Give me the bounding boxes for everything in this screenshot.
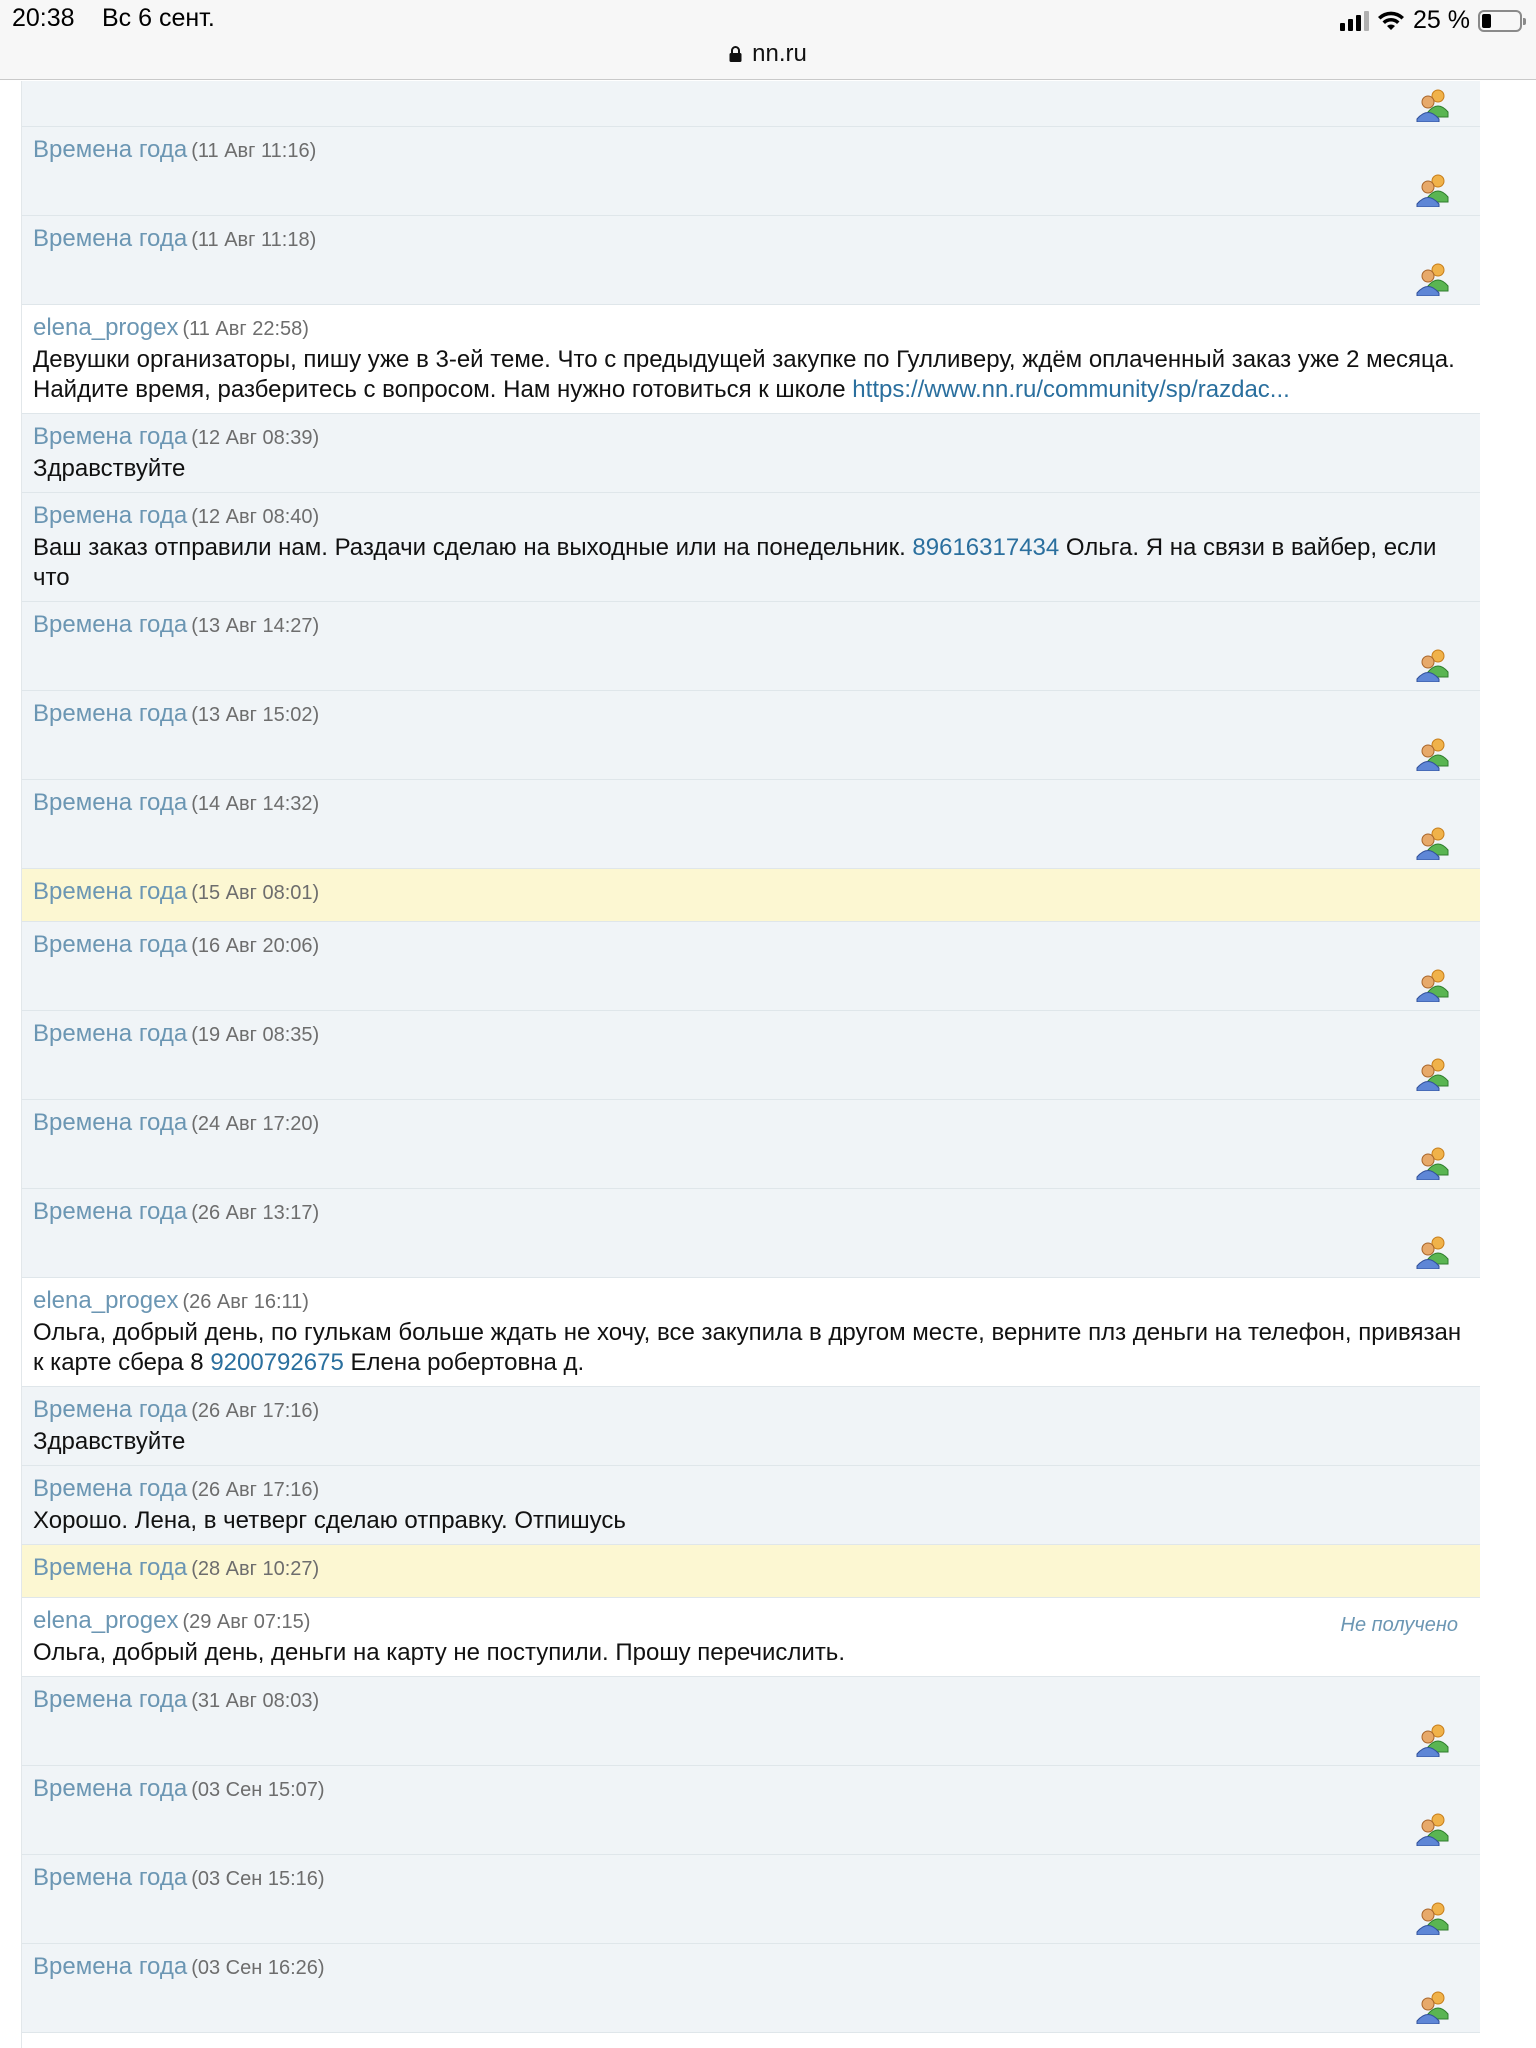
status-bar xyxy=(0,0,1536,80)
users-group-icon[interactable] xyxy=(1416,1235,1450,1269)
users-group-icon[interactable] xyxy=(1416,737,1450,771)
message-time: (13 Авг 15:02) xyxy=(191,704,320,726)
message-row xyxy=(22,1944,1480,2033)
message-text: Ольга, добрый день, деньги на карту не поступили. Прошу перечислить. xyxy=(33,1639,845,1666)
url-text: nn.ru xyxy=(752,40,807,67)
message-author[interactable]: Времена года xyxy=(33,611,188,638)
message-author[interactable]: Времена года xyxy=(33,1020,188,1047)
message-author[interactable]: Времена года xyxy=(33,1775,188,1802)
message-time: (26 Авг 17:16) xyxy=(191,1400,320,1422)
message-time: (03 Сен 15:07) xyxy=(191,1779,325,1801)
message-row xyxy=(22,216,1480,305)
message-time: (03 Сен 16:26) xyxy=(191,1957,325,1979)
message-row xyxy=(22,602,1480,691)
phone-link[interactable]: 89616317434 xyxy=(912,534,1060,561)
message-time: (12 Авг 08:39) xyxy=(191,427,320,449)
message-time: (31 Авг 08:03) xyxy=(191,1690,320,1712)
message-row xyxy=(22,1387,1480,1466)
users-group-icon[interactable] xyxy=(1416,1990,1450,2024)
message-row xyxy=(22,1677,1480,1766)
signal-icon xyxy=(1340,11,1369,31)
message-author[interactable]: Времена года xyxy=(33,1198,188,1225)
message-time: (11 Авг 22:58) xyxy=(182,318,309,340)
message-row xyxy=(22,869,1480,922)
message-author[interactable]: Времена года xyxy=(33,1475,188,1502)
message-time: (12 Авг 08:40) xyxy=(191,506,320,528)
message-row xyxy=(22,81,1480,127)
message-text-body: Елена робертовна д. xyxy=(343,1349,585,1376)
message-row xyxy=(22,691,1480,780)
users-group-icon[interactable] xyxy=(1416,1057,1450,1091)
message-author[interactable]: Времена года xyxy=(33,1953,188,1980)
message-text xyxy=(33,1318,1469,1378)
message-text-body: Ольга, добрый день, по гулькам больше ждать не хочу, все закупила в другом месте, верните плз деньги на телефон, привязан к карте сбера 8 xyxy=(33,1319,1462,1376)
message-row xyxy=(22,493,1480,602)
message-author[interactable]: Времена года xyxy=(33,1396,188,1423)
message-row xyxy=(22,1189,1480,1278)
users-group-icon[interactable] xyxy=(1416,262,1450,296)
message-text-body: Ольга. Я на связи в вайбер, если что xyxy=(33,534,1437,591)
message-row xyxy=(22,1545,1480,1598)
message-time: (26 Авг 16:11) xyxy=(182,1291,309,1313)
users-group-icon[interactable] xyxy=(1416,1723,1450,1757)
message-author[interactable]: Времена года xyxy=(33,225,188,252)
message-time: (11 Авг 11:16) xyxy=(191,140,317,162)
message-row xyxy=(22,305,1480,414)
wifi-icon xyxy=(1377,10,1405,32)
message-author[interactable]: Времена года xyxy=(33,1686,188,1713)
message-time: (19 Авг 08:35) xyxy=(191,1024,320,1046)
status-time: 20:38 xyxy=(12,4,75,32)
message-row xyxy=(22,1855,1480,1944)
message-time: (11 Авг 11:18) xyxy=(191,229,317,251)
message-row xyxy=(22,1598,1480,1677)
message-row xyxy=(22,127,1480,216)
message-row xyxy=(22,922,1480,1011)
message-text xyxy=(33,533,1469,593)
message-author[interactable]: Времена года xyxy=(33,878,188,905)
message-author[interactable]: Времена года xyxy=(33,423,188,450)
message-text-body: Девушки организаторы, пишу уже в 3-ей теме. Что с предыдущей закупке по Гулливеру, ждём оплаченный заказ уже 2 месяца. Найдите время, разберитесь с вопросом. Нам нужно готовиться к школе xyxy=(33,346,1455,403)
delivery-status: Не получено xyxy=(1340,1614,1458,1636)
battery-icon xyxy=(1478,10,1522,32)
message-time: (03 Сен 15:16) xyxy=(191,1868,325,1890)
lock-icon xyxy=(729,46,742,62)
message-author[interactable]: Времена года xyxy=(33,931,188,958)
message-time: (26 Авг 17:16) xyxy=(191,1479,320,1501)
message-author[interactable]: Времена года xyxy=(33,1109,188,1136)
message-text-body: Ваш заказ отправили нам. Раздачи сделаю на выходные или на понедельник. xyxy=(33,534,913,561)
message-list xyxy=(22,81,1480,2033)
users-group-icon[interactable] xyxy=(1416,173,1450,207)
message-time: (15 Авг 08:01) xyxy=(191,882,320,904)
message-time: (24 Авг 17:20) xyxy=(191,1113,320,1135)
message-time: (13 Авг 14:27) xyxy=(191,615,320,637)
users-group-icon[interactable] xyxy=(1416,1146,1450,1180)
message-time: (28 Авг 10:27) xyxy=(191,1558,320,1580)
message-time: (26 Авг 13:17) xyxy=(191,1202,320,1224)
users-group-icon[interactable] xyxy=(1416,648,1450,682)
message-row xyxy=(22,1278,1480,1387)
battery-percentage: 25 % xyxy=(1413,6,1470,34)
users-group-icon[interactable] xyxy=(1416,968,1450,1002)
message-author[interactable]: elena_progex xyxy=(33,314,179,341)
users-group-icon[interactable] xyxy=(1416,1812,1450,1846)
message-text: Здравствуйте xyxy=(33,1428,186,1455)
message-author[interactable]: elena_progex xyxy=(33,1287,179,1314)
message-author[interactable]: Времена года xyxy=(33,1554,188,1581)
message-time: (29 Авг 07:15) xyxy=(182,1611,311,1633)
address-bar[interactable] xyxy=(0,40,1536,68)
message-text xyxy=(33,345,1469,405)
message-time: (16 Авг 20:06) xyxy=(191,935,320,957)
users-group-icon[interactable] xyxy=(1416,1901,1450,1935)
users-group-icon[interactable] xyxy=(1416,826,1450,860)
message-author[interactable]: Времена года xyxy=(33,789,188,816)
phone-link[interactable]: 9200792675 xyxy=(210,1349,344,1376)
message-time: (14 Авг 14:32) xyxy=(191,793,320,815)
message-text: Здравствуйте xyxy=(33,455,186,482)
message-row xyxy=(22,1100,1480,1189)
users-group-icon[interactable] xyxy=(1416,88,1450,122)
message-row xyxy=(22,414,1480,493)
message-row xyxy=(22,1011,1480,1100)
message-author[interactable]: Времена года xyxy=(33,502,188,529)
message-row xyxy=(22,780,1480,869)
message-link[interactable]: https://www.nn.ru/community/sp/razdac... xyxy=(852,376,1290,403)
status-indicators xyxy=(1340,6,1522,35)
message-author[interactable]: elena_progex xyxy=(33,1607,179,1634)
message-author[interactable]: Времена года xyxy=(33,136,188,163)
message-author[interactable]: Времена года xyxy=(33,1864,188,1891)
message-row xyxy=(22,1766,1480,1855)
status-date: Вс 6 сент. xyxy=(102,4,215,32)
message-row xyxy=(22,1466,1480,1545)
message-author[interactable]: Времена года xyxy=(33,700,188,727)
message-text: Хорошо. Лена, в четверг сделаю отправку. Отпишусь xyxy=(33,1507,626,1534)
